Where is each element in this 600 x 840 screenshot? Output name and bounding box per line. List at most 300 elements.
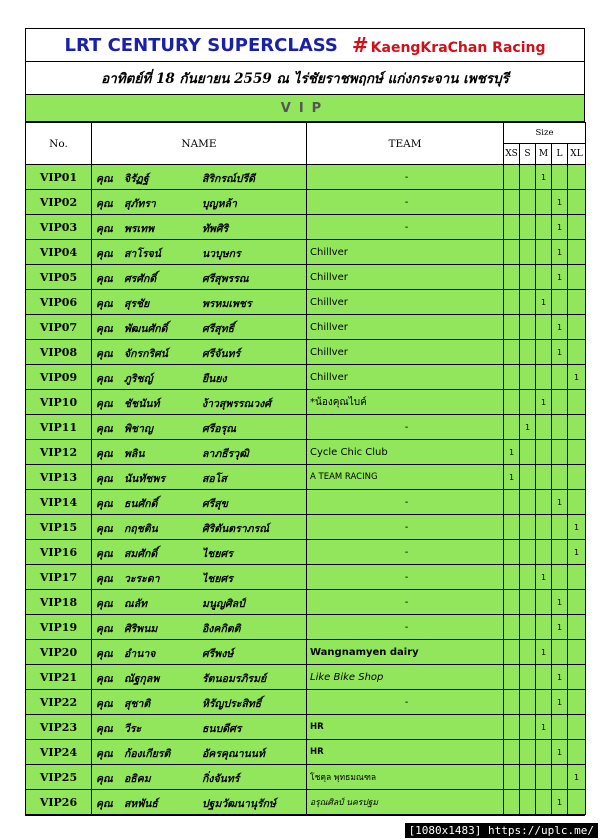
name-title: คุณ [96, 398, 113, 410]
participant-name [92, 390, 307, 415]
size-cell-m: 1 [536, 165, 552, 190]
entry-number: VIP24 [26, 740, 92, 765]
entry-number: VIP13 [26, 465, 92, 490]
size-cell-xs [504, 490, 520, 515]
size-cell-l [552, 290, 568, 315]
name-title: คุณ [96, 498, 113, 510]
size-cell-s [520, 790, 536, 815]
table-body [26, 165, 586, 815]
size-cell-s [520, 240, 536, 265]
last-name: หิรัญประสิทธิ์ [202, 698, 262, 710]
size-cell-m [536, 240, 552, 265]
participant-name [92, 465, 307, 490]
entry-number: VIP02 [26, 190, 92, 215]
size-cell-s [520, 190, 536, 215]
size-cell-s: 1 [520, 415, 536, 440]
size-cell-m [536, 490, 552, 515]
name-title: คุณ [96, 273, 113, 285]
last-name: ศรีพงษ์ [202, 648, 234, 660]
size-cell-l [552, 165, 568, 190]
team-cell: - [307, 615, 504, 640]
entry-number: VIP17 [26, 565, 92, 590]
size-cell-xs: 1 [504, 465, 520, 490]
last-name: อัครคุณานนท์ [202, 748, 265, 760]
size-cell-m [536, 265, 552, 290]
size-header-s: S [520, 144, 536, 165]
table-row [26, 665, 586, 690]
size-cell-l [552, 465, 568, 490]
team-cell: อรุณศิลป์ นครปฐม [307, 790, 504, 815]
name-title: คุณ [96, 448, 113, 460]
last-name: ศรีอรุณ [202, 423, 236, 435]
last-name: นวบุษกร [202, 248, 241, 260]
size-cell-m: 1 [536, 390, 552, 415]
size-cell-xl [568, 565, 586, 590]
size-cell-l [552, 365, 568, 390]
name-title: คุณ [96, 473, 113, 485]
column-header-team: TEAM [307, 123, 504, 165]
column-header-size: Size [504, 123, 586, 144]
size-cell-m [536, 590, 552, 615]
size-cell-s [520, 715, 536, 740]
name-title: คุณ [96, 798, 113, 810]
entry-number: VIP08 [26, 340, 92, 365]
size-cell-m [536, 540, 552, 565]
participant-name [92, 290, 307, 315]
name-title: คุณ [96, 623, 113, 635]
size-cell-xl [568, 740, 586, 765]
team-cell: Wangnamyen dairy [307, 640, 504, 665]
first-name: พรเทพ [124, 223, 154, 235]
first-name: สหพันธ์ [124, 798, 158, 810]
first-name: วะระดา [124, 573, 160, 585]
table-row [26, 340, 586, 365]
size-cell-s [520, 565, 536, 590]
size-cell-l [552, 715, 568, 740]
last-name: พรหมเพชร [202, 298, 252, 310]
name-title: คุณ [96, 198, 113, 210]
size-header-xl: XL [568, 144, 586, 165]
size-cell-m [536, 665, 552, 690]
last-name: ศรีสุพรรณ [202, 273, 249, 285]
first-name: สมศักดิ์ [124, 548, 158, 560]
first-name: พัฒนศักดิ์ [124, 323, 168, 335]
team-cell: Like Bike Shop [307, 665, 504, 690]
table-row [26, 490, 586, 515]
name-title: คุณ [96, 348, 113, 360]
last-name: ศรีสุข [202, 498, 228, 510]
size-cell-xs [504, 215, 520, 240]
table-row [26, 790, 586, 815]
size-cell-s [520, 640, 536, 665]
first-name: ก้องเกียรติ [124, 748, 171, 760]
size-cell-xs [504, 665, 520, 690]
name-title: คุณ [96, 373, 113, 385]
first-name: จิรัฏฐ์ [124, 173, 149, 185]
size-cell-s [520, 290, 536, 315]
size-cell-xs [504, 290, 520, 315]
size-cell-l: 1 [552, 240, 568, 265]
size-cell-xs [504, 365, 520, 390]
size-cell-m: 1 [536, 290, 552, 315]
size-cell-m [536, 415, 552, 440]
size-cell-xl [568, 790, 586, 815]
name-title: คุณ [96, 223, 113, 235]
table-row [26, 190, 586, 215]
size-cell-xl [568, 715, 586, 740]
size-cell-l: 1 [552, 740, 568, 765]
size-cell-l: 1 [552, 690, 568, 715]
size-cell-xl: 1 [568, 765, 586, 790]
team-cell: Chillver [307, 365, 504, 390]
size-cell-xs [504, 715, 520, 740]
participant-name [92, 715, 307, 740]
team-cell: Chillver [307, 240, 504, 265]
last-name: ศรีสุทธิ์ [202, 323, 235, 335]
participant-name [92, 565, 307, 590]
team-cell: - [307, 540, 504, 565]
first-name: ศิริพนม [124, 623, 158, 635]
size-cell-xs [504, 190, 520, 215]
entry-number: VIP09 [26, 365, 92, 390]
table-row [26, 215, 586, 240]
size-cell-m [536, 440, 552, 465]
sponsor-name: KaengKraChan Racing [370, 40, 546, 56]
table-row [26, 290, 586, 315]
first-name: จักรกริศน์ [124, 348, 168, 360]
size-cell-l: 1 [552, 215, 568, 240]
table-row [26, 715, 586, 740]
first-name: ศรศักดิ์ [124, 273, 157, 285]
entry-number: VIP26 [26, 790, 92, 815]
size-cell-xl: 1 [568, 365, 586, 390]
participant-name [92, 415, 307, 440]
name-title: คุณ [96, 698, 113, 710]
table-row [26, 465, 586, 490]
team-cell: - [307, 165, 504, 190]
sponsor-title [352, 33, 546, 57]
last-name: บุญหล้า [202, 198, 237, 210]
first-name: ณลัท [124, 598, 148, 610]
size-cell-s [520, 615, 536, 640]
size-cell-s [520, 165, 536, 190]
participant-name [92, 165, 307, 190]
table-row [26, 590, 586, 615]
team-cell: - [307, 190, 504, 215]
first-name: กฤชติน [124, 523, 158, 535]
first-name: พลิน [124, 448, 145, 460]
size-cell-xs [504, 315, 520, 340]
size-cell-xs [504, 790, 520, 815]
size-cell-xs [504, 740, 520, 765]
team-cell: HR [307, 740, 504, 765]
size-cell-m [536, 215, 552, 240]
last-name: ทัพศิริ [202, 223, 229, 235]
participant-name [92, 490, 307, 515]
size-cell-m [536, 765, 552, 790]
table-row [26, 740, 586, 765]
participant-name [92, 640, 307, 665]
size-cell-xs [504, 340, 520, 365]
participant-name [92, 440, 307, 465]
size-cell-m [536, 740, 552, 765]
first-name: อำนาจ [124, 648, 156, 660]
entry-number: VIP12 [26, 440, 92, 465]
participant-name [92, 365, 307, 390]
size-cell-m [536, 465, 552, 490]
size-cell-xl [568, 290, 586, 315]
team-cell: - [307, 490, 504, 515]
name-title: คุณ [96, 573, 113, 585]
name-title: คุณ [96, 723, 113, 735]
column-header-name: NAME [92, 123, 307, 165]
team-cell: Cycle Chic Club [307, 440, 504, 465]
name-title: คุณ [96, 548, 113, 560]
table-row [26, 365, 586, 390]
size-cell-xl [568, 490, 586, 515]
size-cell-s [520, 440, 536, 465]
entry-number: VIP16 [26, 540, 92, 565]
size-cell-xs [504, 590, 520, 615]
size-cell-xl [568, 615, 586, 640]
table-row [26, 690, 586, 715]
entry-number: VIP19 [26, 615, 92, 640]
table-row [26, 265, 586, 290]
last-name: กิ่งจันทร์ [202, 773, 240, 785]
entry-number: VIP01 [26, 165, 92, 190]
size-cell-xl [568, 165, 586, 190]
entry-number: VIP18 [26, 590, 92, 615]
last-name: ศิริตันตราภรณ์ [202, 523, 269, 535]
table-row [26, 565, 586, 590]
participant-name [92, 615, 307, 640]
participant-name [92, 690, 307, 715]
size-cell-l [552, 390, 568, 415]
name-title: คุณ [96, 173, 113, 185]
entry-number: VIP21 [26, 665, 92, 690]
table-row [26, 515, 586, 540]
table-row [26, 415, 586, 440]
registration-sheet [25, 28, 585, 816]
name-title: คุณ [96, 423, 113, 435]
entry-number: VIP20 [26, 640, 92, 665]
entry-number: VIP10 [26, 390, 92, 415]
size-cell-l [552, 565, 568, 590]
last-name: ปฐมวัฒนานุรักษ์ [202, 798, 276, 810]
size-cell-l: 1 [552, 340, 568, 365]
size-cell-xs [504, 165, 520, 190]
size-cell-m [536, 340, 552, 365]
entry-number: VIP22 [26, 690, 92, 715]
team-cell: - [307, 590, 504, 615]
size-cell-l [552, 540, 568, 565]
table-row [26, 540, 586, 565]
participant-name [92, 665, 307, 690]
size-cell-s [520, 365, 536, 390]
participant-name [92, 790, 307, 815]
team-cell: - [307, 690, 504, 715]
entry-number: VIP14 [26, 490, 92, 515]
entry-number: VIP15 [26, 515, 92, 540]
title-row [26, 29, 584, 62]
team-cell: - [307, 515, 504, 540]
size-cell-l: 1 [552, 590, 568, 615]
first-name: พิชาญ [124, 423, 153, 435]
size-cell-xs [504, 640, 520, 665]
name-title: คุณ [96, 523, 113, 535]
last-name: รัตนอมรภิรมย์ [202, 673, 267, 685]
team-cell: HR [307, 715, 504, 740]
participant-name [92, 590, 307, 615]
entry-number: VIP23 [26, 715, 92, 740]
first-name: วีระ [124, 723, 142, 735]
last-name: อิงคกิตติ [202, 623, 241, 635]
table-row [26, 640, 586, 665]
size-cell-s [520, 265, 536, 290]
column-header-no: No. [26, 123, 92, 165]
size-cell-xl [568, 315, 586, 340]
table-row [26, 440, 586, 465]
size-cell-l: 1 [552, 615, 568, 640]
size-cell-m [536, 790, 552, 815]
team-cell: *น้องคุณไบค์ [307, 390, 504, 415]
team-cell: Chillver [307, 315, 504, 340]
entry-number: VIP07 [26, 315, 92, 340]
last-name: ง้าวสุพรรณวงศ์ [202, 398, 271, 410]
size-cell-m: 1 [536, 640, 552, 665]
size-cell-m [536, 690, 552, 715]
size-cell-xl [568, 390, 586, 415]
participant-name [92, 215, 307, 240]
size-cell-l [552, 765, 568, 790]
participant-name [92, 265, 307, 290]
watermark-label: [1080x1483] https://uplc.me/ [405, 823, 598, 838]
first-name: สาโรจน์ [124, 248, 161, 260]
first-name: ชัชนันท์ [124, 398, 160, 410]
size-cell-l [552, 515, 568, 540]
size-cell-m: 1 [536, 715, 552, 740]
size-cell-xl [568, 215, 586, 240]
size-cell-m [536, 365, 552, 390]
size-cell-xs [504, 515, 520, 540]
last-name: ไชยศร [202, 573, 233, 585]
size-cell-s [520, 340, 536, 365]
last-name: ศรีจันทร์ [202, 348, 241, 360]
name-title: คุณ [96, 773, 113, 785]
entry-number: VIP05 [26, 265, 92, 290]
size-cell-s [520, 540, 536, 565]
name-title: คุณ [96, 248, 113, 260]
participant-name [92, 190, 307, 215]
name-title: คุณ [96, 323, 113, 335]
size-cell-xs [504, 565, 520, 590]
size-cell-xs [504, 415, 520, 440]
entry-number: VIP03 [26, 215, 92, 240]
team-cell: A TEAM RACING [307, 465, 504, 490]
last-name: ยืนยง [202, 373, 227, 385]
section-heading: VIP [26, 95, 584, 122]
size-cell-xs [504, 540, 520, 565]
size-cell-l: 1 [552, 315, 568, 340]
size-cell-xs [504, 240, 520, 265]
first-name: สุรชัย [124, 298, 150, 310]
size-cell-m [536, 615, 552, 640]
size-cell-xs [504, 265, 520, 290]
entry-number: VIP06 [26, 290, 92, 315]
size-cell-xl [568, 190, 586, 215]
last-name: ลาภธีรวุฒิ [202, 448, 249, 460]
size-cell-xl [568, 265, 586, 290]
participants-table [25, 122, 586, 815]
name-title: คุณ [96, 748, 113, 760]
name-title: คุณ [96, 598, 113, 610]
name-title: คุณ [96, 648, 113, 660]
size-cell-s [520, 740, 536, 765]
size-cell-m [536, 190, 552, 215]
size-cell-xl [568, 240, 586, 265]
size-cell-l [552, 640, 568, 665]
size-header-xs: XS [504, 144, 520, 165]
table-row [26, 765, 586, 790]
size-cell-s [520, 665, 536, 690]
size-cell-l [552, 440, 568, 465]
size-header-m: M [536, 144, 552, 165]
hash-mark: # [351, 33, 369, 57]
last-name: มนูญศิลป์ [202, 598, 245, 610]
participant-name [92, 315, 307, 340]
size-cell-xl [568, 640, 586, 665]
first-name: สุชาติ [124, 698, 151, 710]
last-name: ธนบดีศร [202, 723, 242, 735]
size-cell-s [520, 390, 536, 415]
entry-number: VIP25 [26, 765, 92, 790]
size-cell-xl: 1 [568, 515, 586, 540]
size-cell-xs [504, 390, 520, 415]
size-cell-xl [568, 590, 586, 615]
first-name: นันทัชพร [124, 473, 165, 485]
first-name: ธนศักดิ์ [124, 498, 158, 510]
event-date-location: อาทิตย์ที่ 18 กันยายน 2559 ณ ไร่ชัยราชพฤกษ์ แก่งกระจาน เพชรบุรี [26, 62, 584, 95]
team-cell: Chillver [307, 340, 504, 365]
participant-name [92, 340, 307, 365]
team-cell: - [307, 215, 504, 240]
size-cell-xs [504, 765, 520, 790]
table-row [26, 315, 586, 340]
first-name: ณัฐกุลพ [124, 673, 160, 685]
entry-number: VIP11 [26, 415, 92, 440]
size-cell-s [520, 515, 536, 540]
size-cell-s [520, 490, 536, 515]
size-cell-l: 1 [552, 190, 568, 215]
size-cell-m [536, 515, 552, 540]
size-cell-l: 1 [552, 665, 568, 690]
size-cell-s [520, 765, 536, 790]
size-cell-xl [568, 415, 586, 440]
last-name: สอโส [202, 473, 227, 485]
size-cell-l: 1 [552, 790, 568, 815]
size-cell-s [520, 315, 536, 340]
size-cell-xl [568, 340, 586, 365]
table-row [26, 165, 586, 190]
size-cell-l: 1 [552, 490, 568, 515]
table-row [26, 615, 586, 640]
participant-name [92, 540, 307, 565]
name-title: คุณ [96, 298, 113, 310]
size-cell-l [552, 415, 568, 440]
first-name: สุภัทรา [124, 198, 156, 210]
event-title: LRT CENTURY SUPERCLASS [64, 34, 338, 56]
size-cell-m [536, 315, 552, 340]
